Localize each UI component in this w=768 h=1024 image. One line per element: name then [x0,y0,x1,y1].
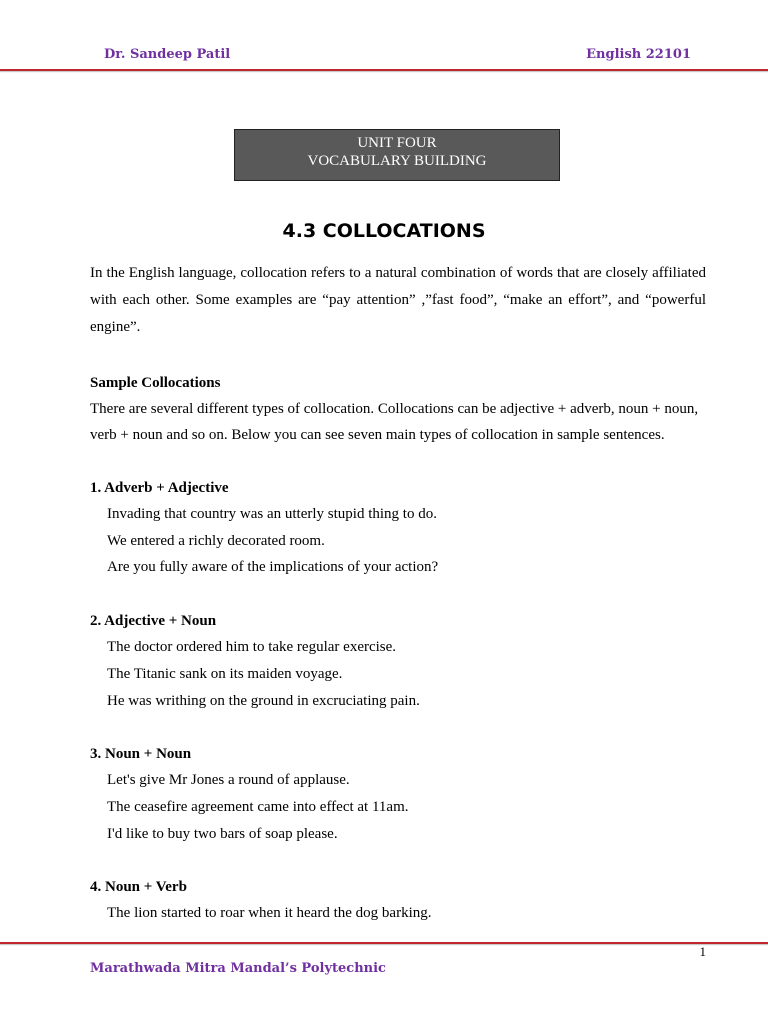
unit-name: VOCABULARY BUILDING [307,153,487,169]
example-sentence: The doctor ordered him to take regular exercise. [107,639,397,656]
footer-rule [0,942,768,944]
document-body [90,260,706,927]
section-heading: 3. Noun + Noun [90,746,192,763]
page-number: 1 [699,944,706,959]
example-sentence: Let's give Mr Jones a round of applause. [107,772,350,789]
example-sentence: The Titanic sank on its maiden voyage. [107,665,343,682]
example-sentence: Are you fully aware of the implications of your action? [107,559,439,576]
unit-number: UNIT FOUR [357,135,437,151]
collocation-sections [90,475,706,927]
header-course: English 22101 [586,47,691,62]
intro-paragraph: In the English language, collocation refers to a natural combination of words that are closely affiliated with each other. Some examples are “pay attention” ,”fast food”, “make an effort”, and “powerful engine”. [90,265,706,335]
example-sentence: The lion started to roar when it heard the dog barking. [107,905,432,922]
collocation-section [90,874,706,927]
example-sentence: Invading that country was an utterly stupid thing to do. [107,506,437,522]
example-sentence: I'd like to buy two bars of soap please. [107,825,338,842]
header-rule [0,69,768,71]
collocation-section [90,608,706,714]
collocation-section [90,741,706,847]
section-heading: 4. Noun + Verb [90,879,187,896]
footer-institution: Marathwada Mitra Mandal’s Polytechnic [90,961,386,976]
section-title: 4.3 COLLOCATIONS [282,220,486,242]
header-author: Dr. Sandeep Patil [104,47,231,62]
example-sentence: He was writhing on the ground in excruciating pain. [107,692,420,709]
section-heading: 1. Adverb + Adjective [90,480,229,496]
sample-paragraph: There are several different types of collocation. Collocations can be adjective + adverb, noun + noun, verb + noun and so on. Below you can see seven main types of collocation in sample sentences. [90,401,699,443]
sample-heading: Sample Collocations [90,375,221,391]
example-sentence: The ceasefire agreement came into effect at 11am. [107,798,409,815]
collocation-section [90,475,706,581]
section-heading: 2. Adjective + Noun [90,613,217,630]
unit-title-box [234,129,560,181]
example-sentence: We entered a richly decorated room. [107,532,325,549]
